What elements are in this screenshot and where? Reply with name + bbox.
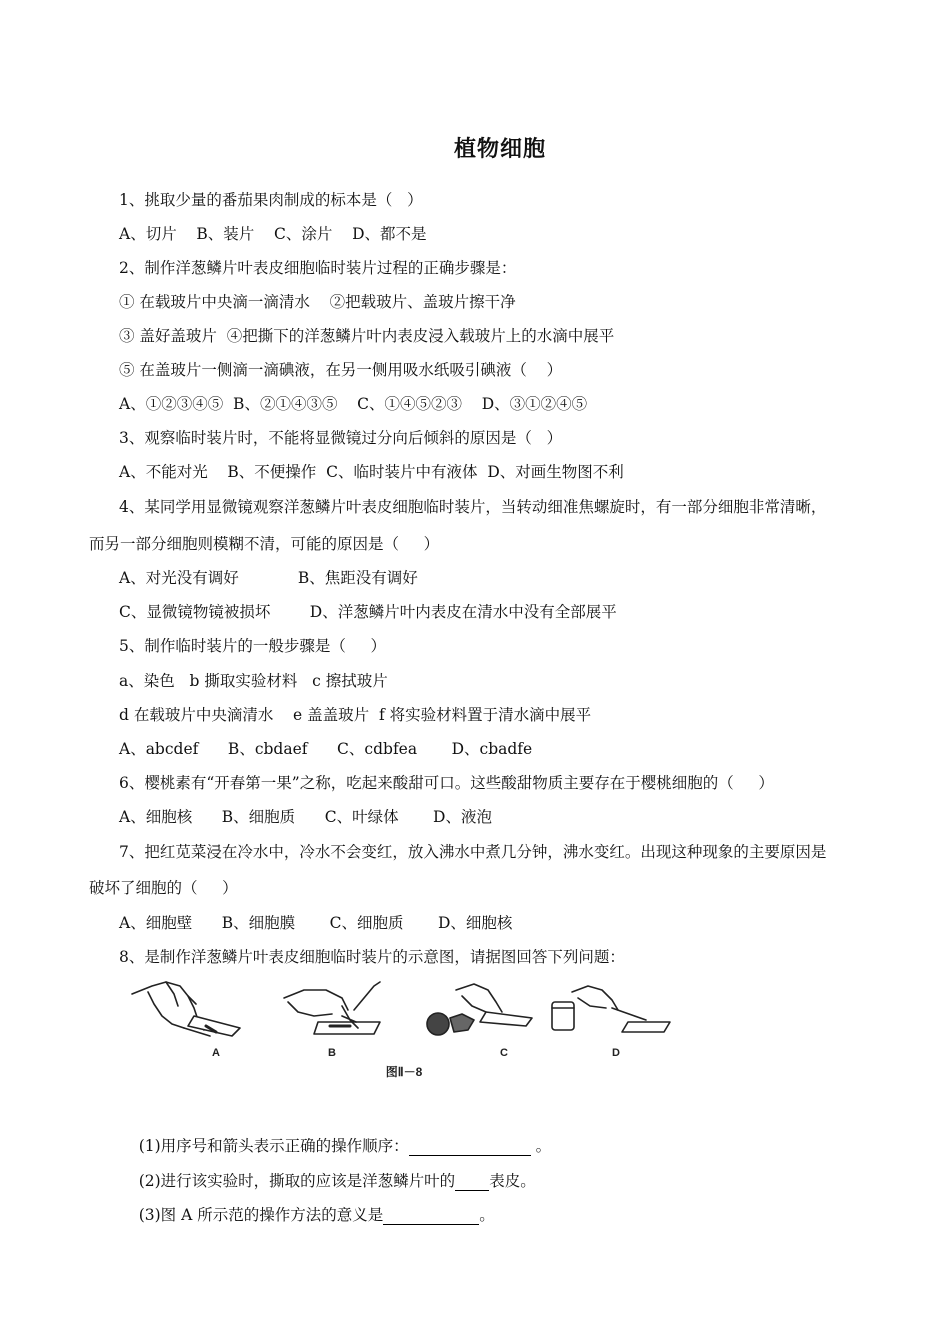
- question-5-steps: d 在载玻片中央滴清水 e 盖盖玻片 f 将实验材料置于清水滴中展平: [119, 706, 592, 724]
- figure-panel-a-drawing: [132, 982, 240, 1036]
- slide-preparation-figure: [128, 976, 680, 1086]
- question-5-options: A、abcdef B、cbdaef C、cdbfea D、cbadfe: [119, 740, 533, 758]
- question-5: 5、制作临时装片的一般步骤是（ ）: [119, 637, 386, 655]
- question-4: 4、某同学用显微镜观察洋葱鳞片叶表皮细胞临时装片，当转动细准焦螺旋时，有一部分细胞非常清晰，: [119, 498, 827, 516]
- subquestion-2-suffix: 表皮。: [489, 1172, 536, 1190]
- question-6: 6、樱桃素有“开春第一果”之称，吃起来酸甜可口。这些酸甜物质主要存在于樱桃细胞的（ ）: [119, 774, 774, 792]
- question-2-step-line: ③ 盖好盖玻片 ④把撕下的洋葱鳞片叶内表皮浸入载玻片上的水滴中展平: [119, 327, 615, 345]
- subquestion-3-suffix: 。: [479, 1206, 495, 1224]
- question-3-options: A、不能对光 B、不便操作 C、临时装片中有液体 D、对画生物图不利: [119, 463, 624, 481]
- figure-label-c: C: [500, 1047, 508, 1059]
- question-2-step-line: ⑤ 在盖玻片一侧滴一滴碘液，在另一侧用吸水纸吸引碘液（ ）: [119, 361, 563, 379]
- question-2-step-line: ① 在载玻片中央滴一滴清水 ②把载玻片、盖玻片擦干净: [119, 293, 516, 311]
- figure-panel-d-drawing: [552, 986, 670, 1032]
- question-8: 8、是制作洋葱鳞片叶表皮细胞临时装片的示意图，请据图回答下列问题：: [119, 948, 625, 966]
- question-7: 7、把红苋菜浸在冷水中，冷水不会变红，放入沸水中煮几分钟，沸水变红。出现这种现象的主要原因是: [119, 843, 827, 861]
- question-4-options: A、对光没有调好 B、焦距没有调好: [119, 569, 418, 587]
- question-4-options: C、显微镜物镜被损坏 D、洋葱鳞片叶内表皮在清水中没有全部展平: [119, 603, 617, 621]
- question-7-options: A、细胞壁 B、细胞膜 C、细胞质 D、细胞核: [119, 914, 513, 932]
- figure-label-d: D: [612, 1047, 620, 1059]
- answer-blank[interactable]: [383, 1208, 479, 1225]
- subquestion-2-text: (2)进行该实验时，撕取的应该是洋葱鳞片叶的: [138, 1172, 456, 1190]
- question-6-options: A、细胞核 B、细胞质 C、叶绿体 D、液泡: [119, 808, 492, 826]
- subquestion-3: [119, 1185, 495, 1245]
- subquestion-1-text: (1)用序号和箭头表示正确的操作顺序：: [138, 1137, 409, 1155]
- question-2-options: A、①②③④⑤ B、②①④③⑤ C、①④⑤②③ D、③①②④⑤: [119, 395, 588, 413]
- figure-caption: 图Ⅱ－8: [385, 1065, 423, 1079]
- question-7-continued: 破坏了细胞的（ ）: [89, 879, 238, 897]
- question-5-steps: a、染色 b 撕取实验材料 c 擦拭玻片: [119, 672, 388, 690]
- question-2: 2、制作洋葱鳞片叶表皮细胞临时装片过程的正确步骤是：: [119, 259, 517, 277]
- figure-panel-b-drawing: [284, 982, 380, 1034]
- question-1-options: A、切片 B、装片 C、涂片 D、都不是: [119, 225, 427, 243]
- figure-label-a: A: [212, 1047, 220, 1059]
- question-4-continued: 而另一部分细胞则模糊不清，可能的原因是（ ）: [89, 535, 440, 553]
- figure-label-b: B: [328, 1047, 336, 1059]
- page-title: 植物细胞: [453, 136, 546, 162]
- subquestion-3-text: (3)图 A 所示范的操作方法的意义是: [138, 1206, 384, 1224]
- question-1: 1、挑取少量的番茄果肉制成的标本是（ ）: [119, 191, 423, 209]
- figure-panel-c-drawing: [427, 984, 532, 1035]
- subquestion-1-suffix: 。: [530, 1137, 552, 1155]
- question-3: 3、观察临时装片时，不能将显微镜过分向后倾斜的原因是（ ）: [119, 429, 563, 447]
